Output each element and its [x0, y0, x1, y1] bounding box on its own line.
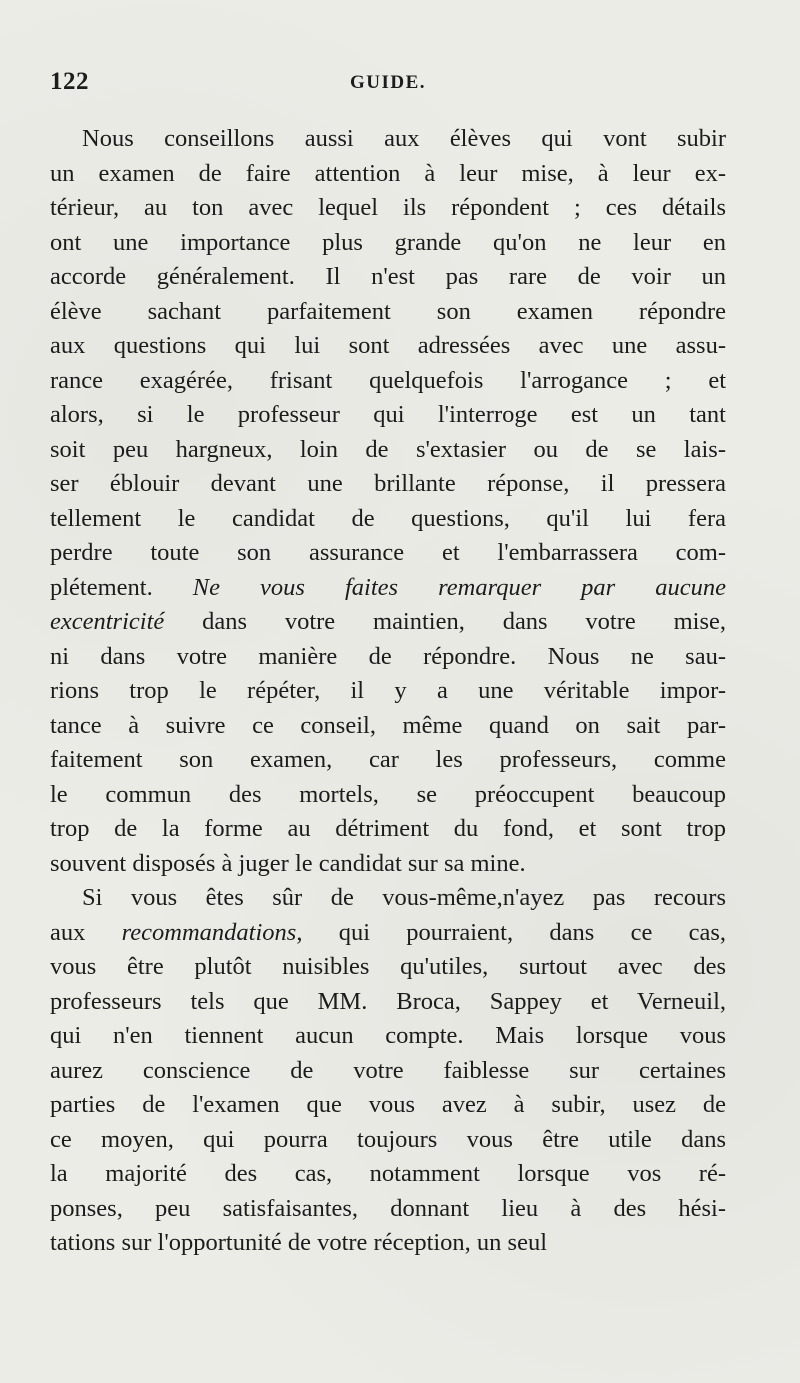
text-run: térieur, au ton avec lequel ils répondent ; ces détails: [50, 194, 726, 221]
page-number: 122: [50, 68, 89, 95]
text-line: [50, 1157, 726, 1192]
text-line: [50, 605, 726, 640]
text-line: [50, 743, 726, 778]
italic-text: Ne vous faites remarquer par aucune: [192, 573, 726, 601]
body-text: [50, 122, 726, 1261]
text-run: ni dans votre manière de répondre. Nous ne sau-: [50, 642, 726, 670]
text-line: [50, 812, 726, 847]
text-run: élève sachant parfaitement son examen répondre: [50, 297, 726, 325]
text-line: [50, 571, 726, 606]
text-run: soit peu hargneux, loin de s'extasier ou de se lais-: [50, 435, 726, 463]
text-line: [50, 329, 726, 364]
text-run: ser éblouir devant une brillante réponse, il pressera: [50, 470, 726, 497]
text-run: parties de l'examen que vous avez à subir, usez de: [50, 1091, 726, 1118]
text-run: rance exagérée, frisant quelquefois l'arrogance ; et: [50, 366, 726, 394]
text-run: trop de la forme au détriment du fond, et sont trop: [50, 815, 726, 842]
text-run: plétement.: [50, 573, 193, 601]
text-run: tellement le candidat de questions, qu'il lui fera: [50, 504, 726, 532]
text-line: [50, 709, 726, 744]
text-line: [50, 778, 726, 813]
page-header: [50, 68, 726, 102]
text-line: [50, 640, 726, 675]
text-line: [50, 536, 726, 571]
text-line: [50, 122, 726, 157]
text-line: [50, 674, 726, 709]
text-run: vous être plutôt nuisibles qu'utiles, surtout avec des: [50, 953, 726, 980]
text-line: [50, 398, 726, 433]
text-run: la majorité des cas, notamment lorsque vos ré-: [50, 1160, 726, 1187]
running-title: GUIDE.: [349, 72, 427, 93]
text-run: ce moyen, qui pourra toujours vous être utile dans: [50, 1125, 726, 1153]
text-line: [50, 1054, 726, 1089]
text-line: [50, 364, 726, 399]
text-line: [50, 1192, 726, 1227]
text-line: [50, 433, 726, 468]
text-line: [50, 191, 726, 226]
text-run: Nous conseillons aussi aux élèves qui vont subir: [82, 125, 726, 152]
text-line: [50, 1019, 726, 1054]
text-line: [50, 1123, 726, 1158]
text-run: qui n'en tiennent aucun compte. Mais lorsque vous: [50, 1022, 726, 1049]
text-run: faitement son examen, car les professeurs, comme: [50, 746, 726, 773]
paragraph: [50, 881, 726, 1261]
text-line: [50, 1088, 726, 1123]
text-run: professeurs tels que MM. Broca, Sappey et Verneuil,: [50, 987, 726, 1015]
text-run: souvent disposés à juger le candidat sur sa mine.: [50, 849, 526, 877]
text-run: le commun des mortels, se préoccupent beaucoup: [50, 780, 726, 808]
text-line: [50, 847, 726, 882]
text-run: perdre toute son assurance et l'embarrassera com-: [50, 539, 726, 566]
text-line: [50, 295, 726, 330]
text-run: rions trop le répéter, il y a une véritable impor-: [50, 677, 726, 704]
text-run: dans votre maintien, dans votre mise,: [164, 608, 726, 635]
text-run: alors, si le professeur qui l'interroge est un tant: [50, 401, 726, 428]
text-run: aurez conscience de votre faiblesse sur certaines: [50, 1056, 726, 1084]
text-run: tations sur l'opportunité de votre réception, un seul: [50, 1229, 548, 1256]
text-run: ont une importance plus grande qu'on ne leur en: [50, 228, 726, 256]
text-run: aux questions qui lui sont adressées avec une assu-: [50, 332, 726, 359]
text-line: [50, 157, 726, 192]
text-line: [50, 502, 726, 537]
text-run: tance à suivre ce conseil, même quand on sait par-: [50, 711, 726, 739]
text-run: accorde généralement. Il n'est pas rare de voir un: [50, 263, 726, 290]
text-line: [50, 985, 726, 1020]
text-run: Si vous êtes sûr de vous-même,n'ayez pas recours: [82, 884, 726, 911]
italic-text: recommandations: [121, 918, 297, 946]
text-line: [50, 1226, 726, 1261]
text-line: [50, 467, 726, 502]
text-line: [50, 916, 726, 951]
text-line: [50, 881, 726, 916]
paragraph: [50, 122, 726, 881]
text-run: un examen de faire attention à leur mise, à leur ex-: [50, 159, 726, 187]
text-line: [50, 950, 726, 985]
text-run: , qui pourraient, dans ce cas,: [296, 918, 726, 946]
italic-text: excentricité: [50, 608, 165, 635]
text-line: [50, 260, 726, 295]
text-run: aux: [50, 918, 122, 946]
text-line: [50, 226, 726, 261]
text-run: ponses, peu satisfaisantes, donnant lieu à des hési-: [50, 1194, 726, 1222]
